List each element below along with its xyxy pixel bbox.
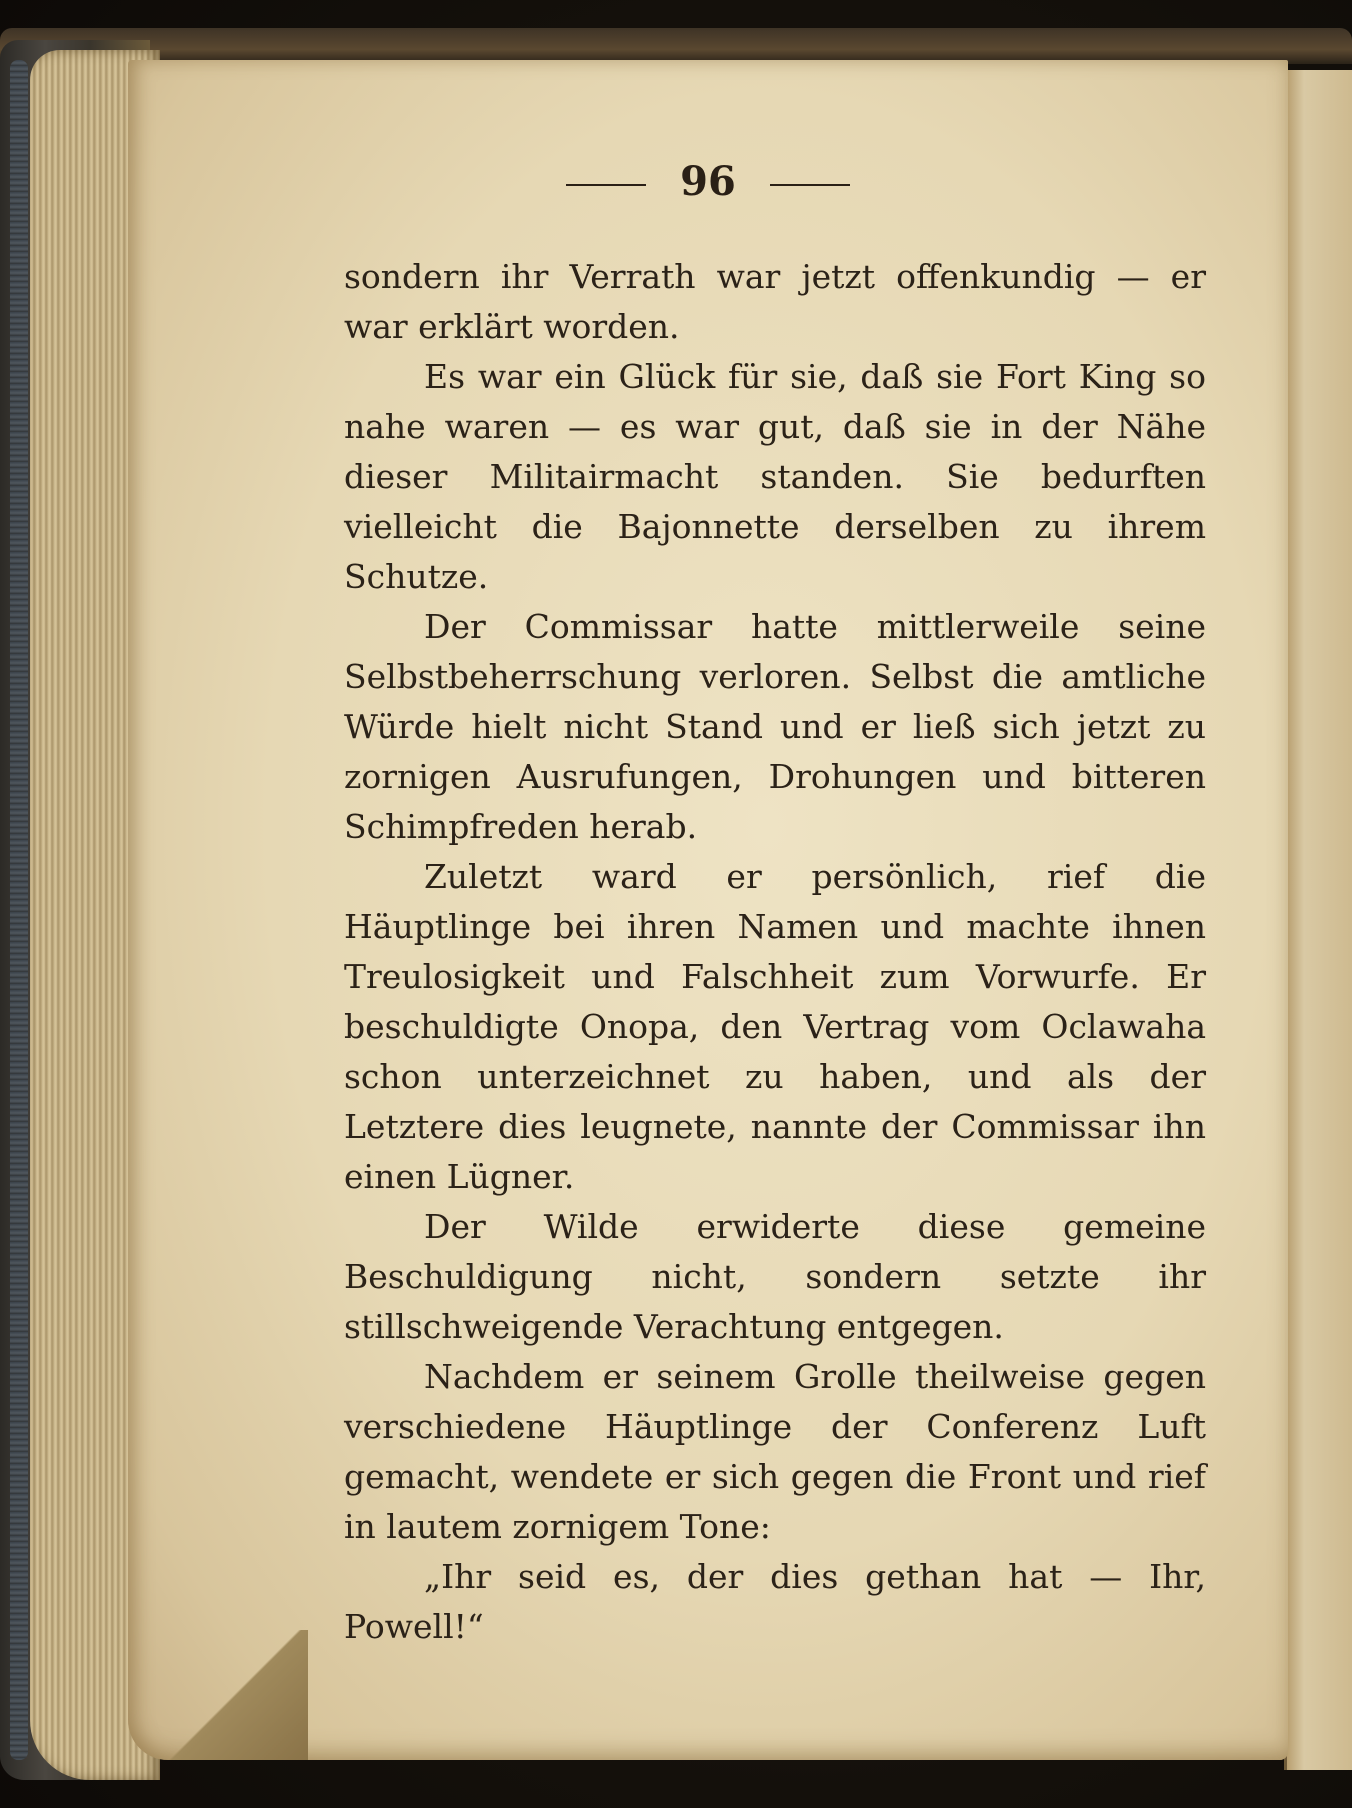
page-body [344,252,1206,1652]
paragraph: sondern ihr Verrath war jetzt offenkundig — er war erklärt worden. [344,257,1206,346]
paragraph: Der Wilde erwiderte diese gemeine Beschuldigung nicht, sondern setzte ihr stillschweigende Verachtung entgegen. [344,1207,1206,1346]
paragraph: Zuletzt ward er persönlich, rief die Häuptlinge bei ihren Namen und machte ihnen Treulosigkeit und Falschheit zum Vorwurfe. Er beschuldigte Onopa, den Vertrag vom Oclawaha schon unterzeichnet zu haben, und als der Letztere dies leugnete, nannte der Commissar ihn einen Lügner. [344,857,1206,1196]
page-header [128,158,1288,205]
paragraph: „Ihr seid es, der dies gethan hat — Ihr, Powell!“ [344,1557,1206,1646]
page-corner-fold [128,1630,308,1760]
header-rule-right [770,184,850,186]
header-rule-left [566,184,646,186]
book-cover-top [0,28,1352,64]
page-number: 96 [680,158,736,205]
book-spine-edge [10,60,28,1760]
paragraph: Es war ein Glück für sie, daß sie Fort King so nahe waren — es war gut, daß sie in der Nähe dieser Militairmacht standen. Sie bedurften vielleicht die Bajonnette derselben zu ihrem Schutze. [344,357,1206,596]
paragraph: Der Commissar hatte mittlerweile seine Selbstbeherrschung verloren. Selbst die amtliche Würde hielt nicht Stand und er ließ sich jetzt zu zornigen Ausrufungen, Drohungen und bitteren Schimpfreden herab. [344,607,1206,846]
paragraph: Nachdem er seinem Grolle theilweise gegen verschiedene Häuptlinge der Conferenz Luft gemacht, wendete er sich gegen die Front und rief in lautem zornigem Tone: [344,1357,1206,1546]
facing-page-edge [1284,70,1352,1770]
